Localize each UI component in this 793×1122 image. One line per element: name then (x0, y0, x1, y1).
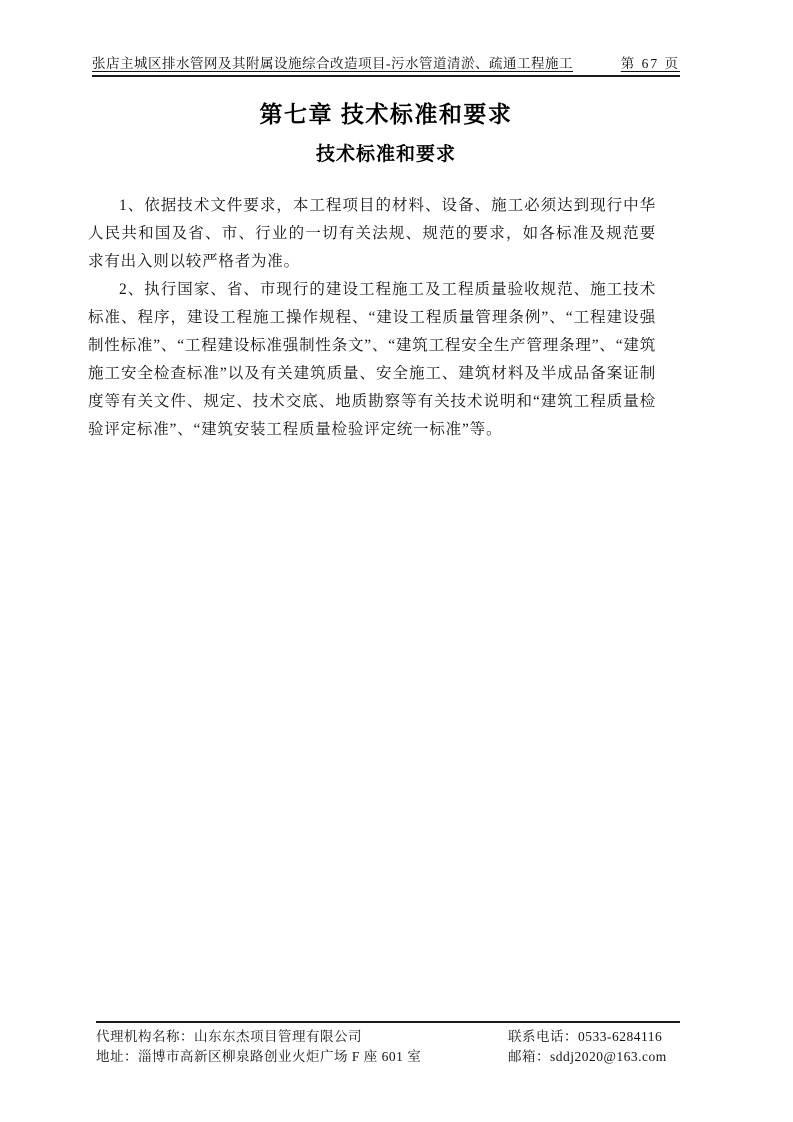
chapter-title: 第七章 技术标准和要求 (259, 101, 513, 127)
footer-row-1 (96, 1027, 680, 1047)
footer-row-2 (96, 1047, 680, 1067)
section-title: 技术标准和要求 (315, 144, 456, 165)
paragraph-1: 1、依据技术文件要求，本工程项目的材料、设备、施工必须达到现行中华人民共和国及省、市、行业的一切有关法规、规范的要求，如各标准及规范要求有出入则以较严格者为准。 (88, 197, 656, 270)
footer-agency-name: 代理机构名称：山东东杰项目管理有限公司 (96, 1029, 362, 1044)
page-header (92, 52, 680, 77)
header-page-number: 第 67 页 (620, 56, 680, 71)
footer-phone: 联系电话：0533-6284116 (508, 1029, 663, 1044)
paragraph-2: 2、执行国家、省、市现行的建设工程施工及工程质量验收规范、施工技术标准、程序，建设工程施工操作规程、“建设工程质量管理条例”、“工程建设强制性标准”、“工程建设标准强制性条文”、“建筑工程安全生产管理条理”、“建筑施工安全检查标准”以及有关建筑质量、安全施工、建筑材料及半成品备案证制度等有关文件、规定、技术交底、地质勘察等有关技术说明和“建筑工程质量检验评定标准”、“建筑安装工程质量检验评定统一标准”等。 (88, 281, 656, 438)
header-project-title: 张店主城区排水管网及其附属设施综合改造项目-污水管道清淤、疏通工程施工 (92, 56, 573, 71)
footer-address: 地址：淄博市高新区柳泉路创业火炬广场 F 座 601 室 (96, 1049, 422, 1064)
document-body (88, 192, 656, 444)
footer-email: 邮箱：sddj2020@163.com (508, 1049, 667, 1064)
page-footer (96, 1021, 680, 1067)
